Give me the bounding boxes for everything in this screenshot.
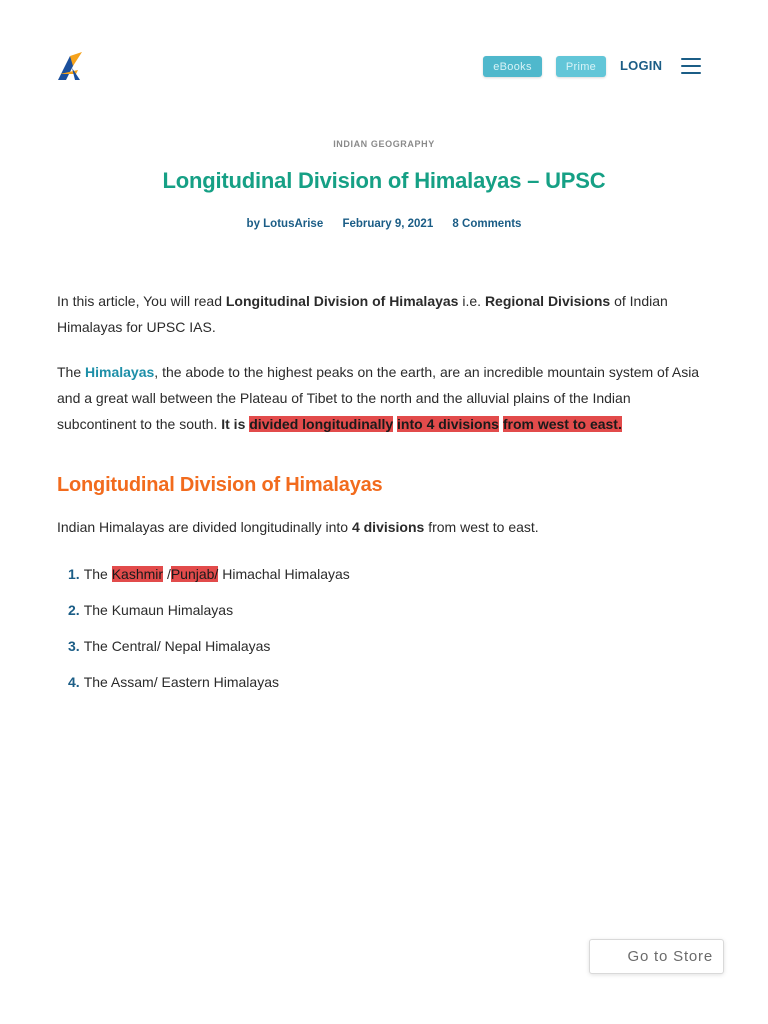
highlighted-text: from west to east. <box>502 416 622 432</box>
text: The Kumaun Himalayas <box>83 602 234 618</box>
list-number: 2. <box>68 602 80 618</box>
bold-text: It is <box>221 416 250 432</box>
divisions-list <box>68 562 668 706</box>
list-item <box>68 634 668 670</box>
list-item <box>68 670 668 706</box>
text: Indian Himalayas are divided longitudinally into <box>57 519 352 535</box>
site-header <box>0 0 768 130</box>
himalayas-paragraph <box>57 359 707 437</box>
bold-text: 4 divisions <box>351 519 425 535</box>
go-to-store-button[interactable]: Go to Store <box>589 939 724 974</box>
himalayas-link[interactable]: Himalayas <box>85 364 155 380</box>
bold-text: Regional Divisions <box>484 293 611 309</box>
text: of Indian Himalayas for UPSC IAS. <box>57 293 668 335</box>
text: The Central/ Nepal Himalayas <box>83 638 271 654</box>
section-heading: Longitudinal Division of Himalayas <box>57 474 383 496</box>
hamburger-menu-icon[interactable] <box>681 58 701 74</box>
comments-link[interactable]: 8 Comments <box>452 218 522 230</box>
list-number: 4. <box>68 674 80 690</box>
page-title: Longitudinal Division of Himalayas – UPSC <box>162 168 606 193</box>
text: The <box>83 566 112 582</box>
list-number: 1. <box>68 566 80 582</box>
article-category[interactable]: INDIAN GEOGRAPHY <box>333 139 435 149</box>
divisions-paragraph <box>57 514 707 540</box>
lotusarise-logo-icon[interactable] <box>56 50 84 82</box>
text: , the abode to the highest peaks on the earth, are an incredible mountain system of Asia and a great wall between the Plateau of Tibet to the north and the alluvial plains of the Indian subcontinent to the south. <box>57 364 700 432</box>
prime-button[interactable]: Prime <box>556 56 606 77</box>
list-item <box>68 598 668 634</box>
ebooks-button[interactable]: eBooks <box>483 56 542 77</box>
list-item <box>68 562 668 598</box>
text: The <box>57 364 86 380</box>
highlighted-text: into 4 divisions <box>397 416 499 432</box>
highlighted-text: Kashmir <box>111 566 164 582</box>
login-link[interactable]: LOGIN <box>620 58 663 73</box>
highlighted-text: Punjab/ <box>170 566 219 582</box>
text: / <box>163 566 171 582</box>
highlighted-text: divided longitudinally <box>249 416 394 432</box>
text: The Assam/ Eastern Himalayas <box>83 674 279 690</box>
article-meta <box>0 218 768 230</box>
text: i.e. <box>458 293 485 309</box>
list-number: 3. <box>68 638 80 654</box>
intro-paragraph <box>57 288 707 340</box>
author-link[interactable]: by LotusArise <box>246 218 324 230</box>
text: Himachal Himalayas <box>218 566 350 582</box>
date-link[interactable]: February 9, 2021 <box>342 218 434 230</box>
text: In this article, You will read <box>57 293 226 309</box>
bold-text: Longitudinal Division of Himalayas <box>225 293 459 309</box>
text: from west to east. <box>424 519 539 535</box>
